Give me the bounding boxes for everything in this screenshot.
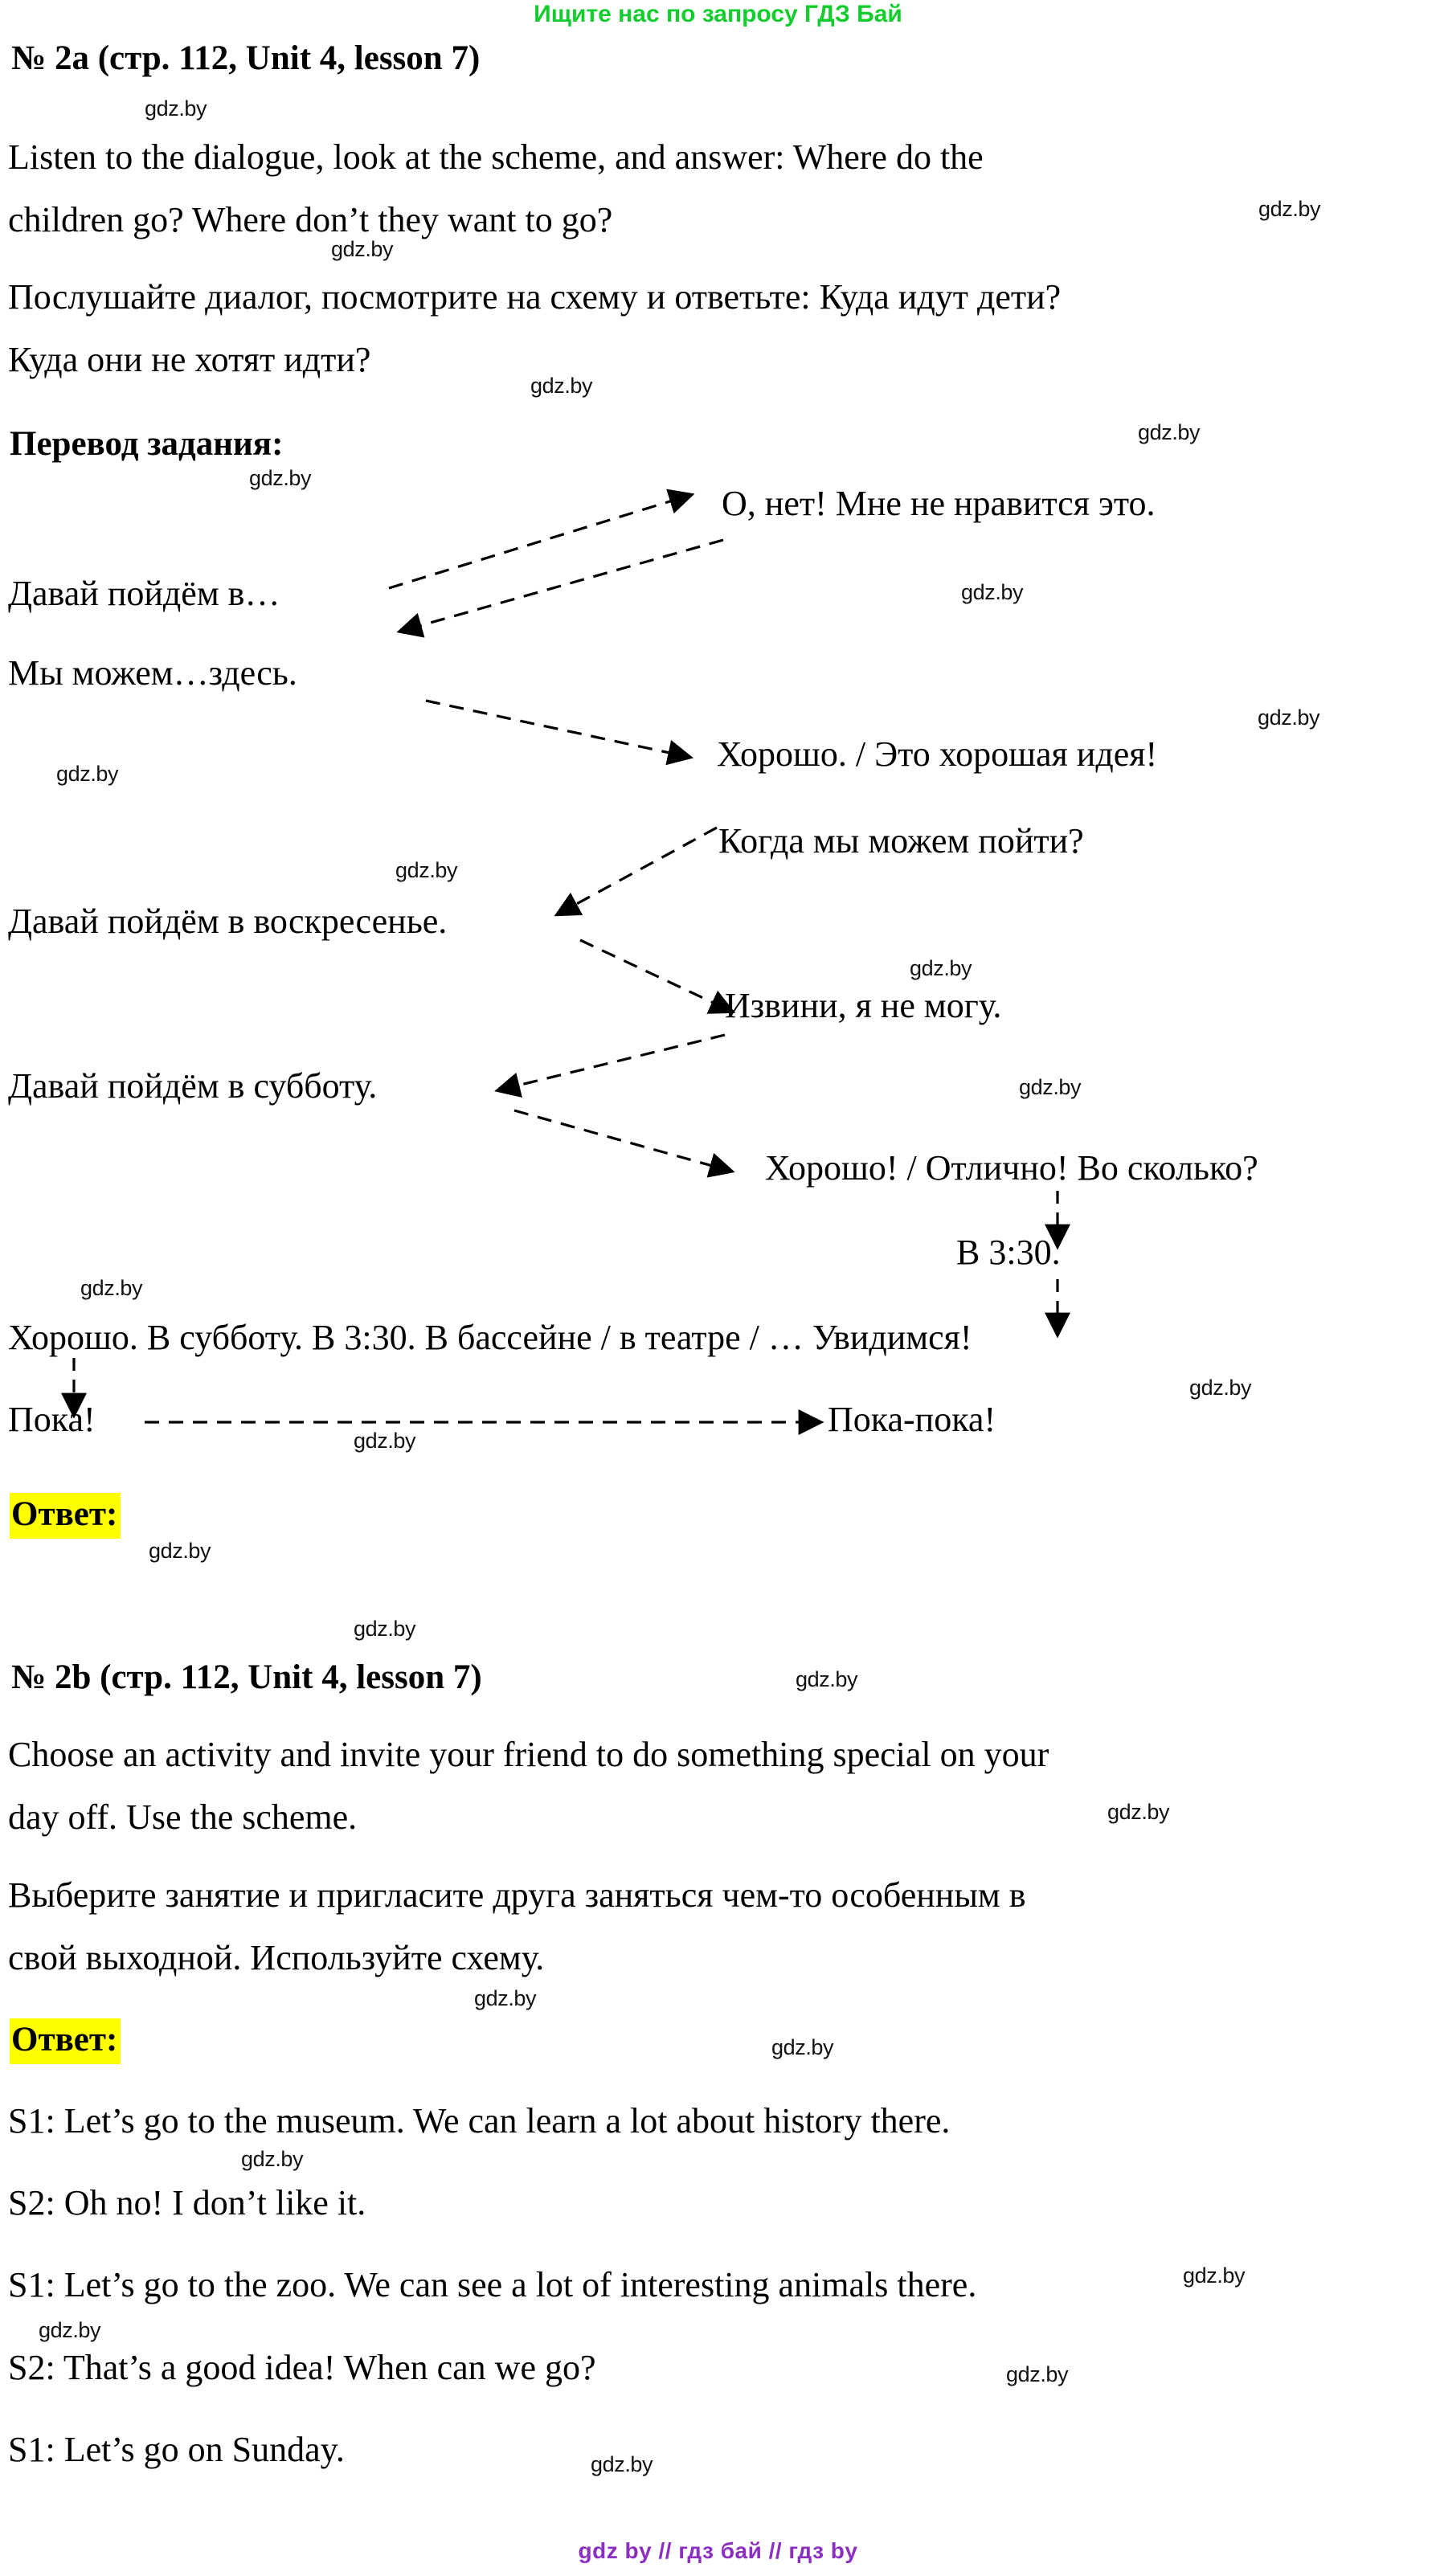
scheme-node-n2: О, нет! Мне не нравится это. <box>722 484 1156 523</box>
task-2a-russian-line-1: Послушайте диалог, посмотрите на схему и ответьте: Куда идут дети? <box>8 277 1062 317</box>
watermark-25: gdz.by <box>1006 2362 1069 2386</box>
watermark-24: gdz.by <box>39 2318 101 2342</box>
task-2b-dialogue-line-4: S2: That’s a good idea! When can we go? <box>8 2348 596 2387</box>
watermark-7: gdz.by <box>961 580 1024 604</box>
watermark-18: gdz.by <box>796 1667 858 1691</box>
scheme-node-n9: Хорошо! / Отлично! Во сколько? <box>765 1148 1258 1188</box>
watermark-26: gdz.by <box>591 2452 653 2476</box>
arrow-n1-to-n2 <box>389 500 675 588</box>
site-footer-banner: gdz by // гдз бай // гдз by <box>578 2538 858 2563</box>
scheme-node-n5: Когда мы можем пойти? <box>718 821 1084 861</box>
watermark-15: gdz.by <box>354 1429 416 1453</box>
scheme-node-n1: Давай пойдём в… <box>8 574 280 613</box>
arrow-n8-to-n9 <box>514 1110 715 1167</box>
task-2b-answer-label: Ответ: <box>10 2018 121 2064</box>
watermark-14: gdz.by <box>1189 1376 1252 1400</box>
watermark-5: gdz.by <box>1138 420 1201 444</box>
arrow-n2-to-n1 <box>416 540 723 627</box>
task-2b-english-line-1: Choose an activity and invite your friend to do something special on your <box>8 1735 1049 1774</box>
task-2a-russian-line-2: Куда они не хотят идти? <box>8 340 371 379</box>
task-2b-dialogue-line-5: S1: Let’s go on Sunday. <box>8 2430 345 2469</box>
watermark-23: gdz.by <box>241 2147 304 2171</box>
task-2b-english-line-2: day off. Use the scheme. <box>8 1797 358 1837</box>
task-2b-dialogue-line-2: S2: Oh no! I don’t like it. <box>8 2183 366 2222</box>
watermark-11: gdz.by <box>910 956 972 980</box>
watermark-4: gdz.by <box>530 374 593 398</box>
watermark-10: gdz.by <box>395 858 458 882</box>
scheme-node-n4: Хорошо. / Это хорошая идея! <box>717 734 1158 774</box>
task-2a-english-line-1: Listen to the dialogue, look at the scheme, and answer: Where do the <box>8 137 984 177</box>
task-2a-heading: № 2a (стр. 112, Unit 4, lesson 7) <box>11 39 481 77</box>
watermark-21: gdz.by <box>771 2035 834 2059</box>
watermark-8: gdz.by <box>1258 705 1320 730</box>
scheme-node-n12: Пока! <box>8 1400 96 1439</box>
scheme-node-n13: Пока-пока! <box>828 1400 996 1439</box>
scheme-node-n10: В 3:30. <box>956 1233 1061 1272</box>
watermark-16: gdz.by <box>149 1539 211 1563</box>
watermark-22: gdz.by <box>1183 2263 1246 2288</box>
scheme-node-n7: Извини, я не могу. <box>725 986 1002 1025</box>
watermark-2: gdz.by <box>1258 197 1321 221</box>
arrow-n5-to-n6 <box>572 828 717 906</box>
arrow-n3-to-n4 <box>426 701 673 754</box>
task-2b-dialogue-line-3: S1: Let’s go to the zoo. We can see a lot of interesting animals there. <box>8 2265 977 2304</box>
task-2b-dialogue-line-1: S1: Let’s go to the museum. We can learn a lot about history there. <box>8 2101 951 2141</box>
watermark-12: gdz.by <box>1019 1075 1082 1099</box>
scheme-node-n8: Давай пойдём в субботу. <box>8 1066 378 1106</box>
watermark-6: gdz.by <box>249 466 312 490</box>
scheme-node-n6: Давай пойдём в воскресенье. <box>8 902 448 941</box>
task-2b-heading: № 2b (стр. 112, Unit 4, lesson 7) <box>11 1658 482 1696</box>
watermark-20: gdz.by <box>474 1986 537 2010</box>
watermark-17: gdz.by <box>354 1617 416 1641</box>
task-2a-answer-label: Ответ: <box>10 1493 121 1539</box>
task-2b-russian-line-2: свой выходной. Используйте схему. <box>8 1938 545 1977</box>
scheme-node-n11: Хорошо. В субботу. В 3:30. В бассейне / в театре / … Увидимся! <box>8 1318 972 1357</box>
task-2b-russian-line-1: Выберите занятие и пригласите друга заняться чем-то особенным в <box>8 1875 1026 1915</box>
translation-label: Перевод задания: <box>10 425 284 463</box>
watermark-19: gdz.by <box>1107 1800 1170 1824</box>
arrow-n6-to-n7 <box>580 940 717 1004</box>
arrow-n7-to-n8 <box>514 1035 725 1086</box>
scheme-node-n3: Мы можем…здесь. <box>8 653 297 693</box>
watermark-3: gdz.by <box>331 237 394 261</box>
watermark-13: gdz.by <box>80 1276 143 1300</box>
watermark-9: gdz.by <box>56 762 119 786</box>
site-promo-banner: Ищите нас по запросу ГДЗ Бай <box>534 1 902 27</box>
task-2a-english-line-2: children go? Where don’t they want to go? <box>8 200 613 239</box>
watermark-1: gdz.by <box>145 96 207 121</box>
